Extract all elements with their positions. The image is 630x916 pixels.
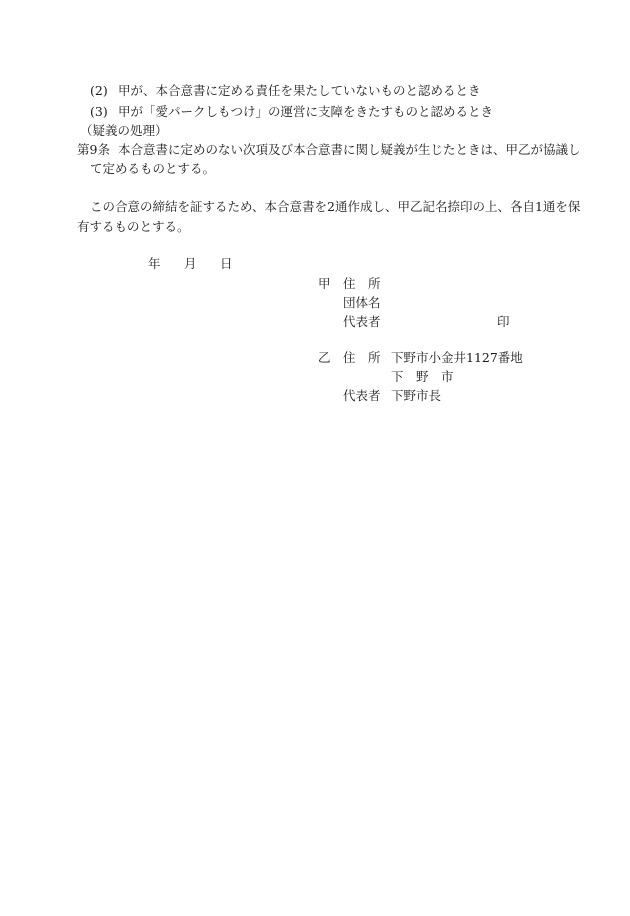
party-a-rep-label: 代表者 (343, 314, 381, 329)
date-month: 月 (184, 256, 197, 271)
closing-line-2: 有するものとする。 (77, 219, 190, 234)
party-a-address-label: 住 所 (343, 276, 381, 291)
item-2-text: 甲が、本合意書に定める責任を果たしていないものと認めるとき (118, 83, 481, 98)
item-2-number: (2) (90, 83, 108, 98)
party-a-org-label: 団体名 (343, 295, 381, 310)
item-3-text: 甲が「愛パークしもつけ」の運営に支障をきたすものと認めるとき (118, 104, 494, 119)
date-day: 日 (220, 256, 233, 271)
party-a-seal: 印 (497, 314, 510, 329)
party-b-label: 乙 (318, 350, 331, 365)
party-b-address-label: 住 所 (343, 350, 381, 365)
section-heading: （疑義の処理） (80, 123, 168, 138)
article-9-line-2: て定めるものとする。 (90, 161, 216, 176)
party-b-address: 下野市小金井1127番地 (391, 350, 523, 365)
party-b-rep-label: 代表者 (343, 388, 381, 403)
party-a-label: 甲 (318, 276, 331, 291)
party-b-rep: 下野市長 (391, 388, 442, 403)
article-9-line-1: 本合意書に定めのない次項及び本合意書に関し疑義が生じたときは、甲乙が協議し (118, 142, 581, 157)
closing-line-1: この合意の締結を証するため、本合意書を2通作成し、甲乙記名捺印の上、各自1通を保 (90, 199, 581, 214)
date-year: 年 (148, 256, 161, 271)
article-9-label: 第9条 (77, 142, 110, 157)
item-3-number: (3) (90, 104, 108, 119)
party-b-org: 下 野 市 (391, 369, 454, 384)
